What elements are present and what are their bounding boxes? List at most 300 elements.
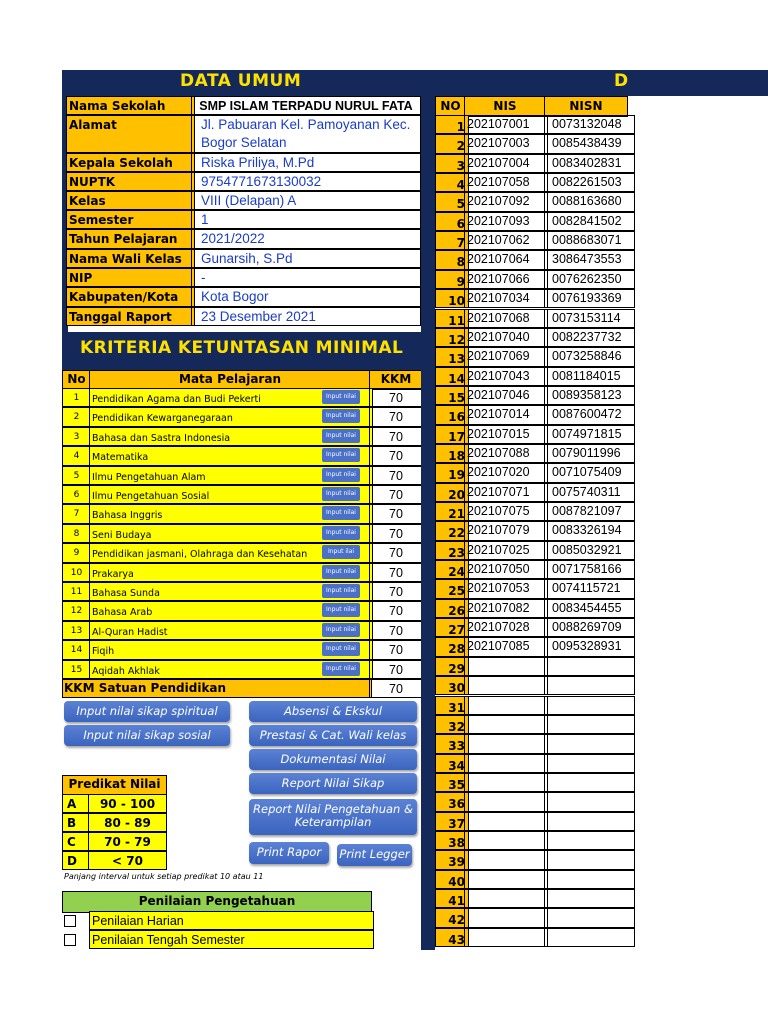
student-nisn[interactable]: 0085032921	[544, 541, 635, 560]
student-no: 30	[435, 676, 469, 695]
student-nis[interactable]	[464, 715, 548, 734]
input-nilai-button[interactable]: Input nilai	[322, 448, 360, 462]
info-value[interactable]	[191, 229, 421, 249]
predikat-grade: D	[62, 851, 94, 870]
student-nis[interactable]	[464, 850, 548, 869]
info-label: Semester	[66, 210, 195, 229]
student-nisn[interactable]	[544, 870, 635, 889]
student-nis[interactable]: 202107003	[464, 134, 548, 153]
student-no: 32	[435, 715, 469, 734]
student-nis[interactable]: 202107014	[464, 405, 548, 424]
subject-name: Bahasa Inggris	[89, 504, 373, 523]
student-nisn[interactable]: 0083326194	[544, 521, 635, 540]
subject-kkm-value[interactable]: 70	[369, 407, 423, 426]
subject-name: Bahasa Sunda	[89, 582, 373, 601]
student-no: 36	[435, 792, 469, 811]
info-value[interactable]	[191, 172, 421, 191]
student-no: 18	[435, 444, 469, 463]
student-nisn[interactable]: 0083402831	[544, 154, 635, 173]
penilaian-row	[62, 911, 370, 930]
subject-row	[62, 407, 421, 426]
info-label: Nama Wali Kelas	[66, 249, 195, 268]
student-nisn[interactable]: 0082841502	[544, 212, 635, 231]
info-row	[62, 268, 421, 287]
subject-name: Bahasa Arab	[89, 601, 373, 620]
report-nilai-pengetahuan-button[interactable]	[249, 799, 417, 835]
predikat-row	[62, 851, 165, 870]
student-nis[interactable]	[464, 696, 548, 715]
student-row	[435, 173, 626, 192]
student-row	[435, 154, 626, 173]
subject-no: 14	[62, 640, 91, 659]
student-nis[interactable]	[464, 657, 548, 676]
student-nis[interactable]: 202107071	[464, 483, 548, 502]
subject-kkm-value[interactable]: 70	[369, 582, 423, 601]
predikat-grade: A	[62, 794, 94, 813]
student-no: 25	[435, 579, 469, 598]
info-row	[62, 191, 421, 210]
student-row	[435, 367, 626, 386]
subject-kkm-value[interactable]: 70	[369, 543, 423, 562]
info-value-line: VIII (Delapan) A	[201, 193, 297, 208]
student-nis[interactable]: 202107046	[464, 386, 548, 405]
student-no: 11	[435, 309, 469, 328]
info-value-line: SMP ISLAM TERPADU NURUL FATA	[199, 99, 413, 113]
student-row	[435, 212, 626, 231]
student-nisn[interactable]	[544, 850, 635, 869]
info-value-line: Jl. Pabuaran Kel. Pamoyanan Kec.	[201, 117, 411, 132]
student-no: 43	[435, 928, 469, 947]
predikat-grade: C	[62, 832, 94, 851]
subject-no: 15	[62, 660, 91, 679]
student-row	[435, 754, 626, 773]
student-nis[interactable]: 202107015	[464, 425, 548, 444]
student-row	[435, 676, 626, 695]
student-nisn[interactable]: 0073132048	[544, 115, 635, 134]
student-nis[interactable]: 202107020	[464, 463, 548, 482]
student-nis[interactable]	[464, 908, 548, 927]
student-nis[interactable]: 202107093	[464, 212, 548, 231]
info-value[interactable]	[191, 210, 421, 229]
student-row	[435, 618, 626, 637]
student-nis[interactable]: 202107064	[464, 250, 548, 269]
subject-row	[62, 504, 421, 523]
subject-name: Pendidikan Agama dan Budi Pekerti	[89, 388, 373, 407]
predikat-row	[62, 813, 165, 832]
input-nilai-button[interactable]: Input nilai	[322, 429, 360, 443]
info-value-line: Riska Priliya, M.Pd	[201, 155, 315, 170]
info-label: Alamat	[66, 115, 195, 153]
subject-name: Matematika	[89, 446, 373, 465]
subject-row	[62, 524, 421, 543]
subject-name: Ilmu Pengetahuan Alam	[89, 466, 373, 485]
student-no: 26	[435, 599, 469, 618]
student-nisn[interactable]	[544, 773, 635, 792]
kkm-satuan-value[interactable]: 70	[369, 679, 423, 698]
student-no: 31	[435, 696, 469, 715]
student-nis[interactable]: 202107062	[464, 231, 548, 250]
student-row	[435, 328, 626, 347]
info-value-line: 23 Desember 2021	[201, 309, 316, 324]
student-nisn[interactable]	[544, 831, 635, 850]
subject-no: 7	[62, 504, 91, 523]
subject-row	[62, 427, 421, 446]
info-row	[62, 229, 421, 249]
student-nis[interactable]: 202107058	[464, 173, 548, 192]
student-nis[interactable]: 202107085	[464, 637, 548, 656]
subject-kkm-value[interactable]: 70	[369, 660, 423, 679]
penilaian-name: Penilaian Harian	[89, 911, 374, 930]
input-nilai-button[interactable]: Input ilai	[322, 545, 360, 559]
student-no: 1	[435, 115, 469, 134]
info-value[interactable]	[191, 307, 421, 326]
info-label: Nama Sekolah	[66, 96, 195, 115]
subject-row	[62, 543, 421, 562]
student-row	[435, 889, 626, 908]
student-nisn[interactable]: 0073153114	[544, 309, 635, 328]
predikat-title: Predikat Nilai	[62, 775, 167, 796]
student-nisn[interactable]: 0085438439	[544, 134, 635, 153]
student-row	[435, 928, 626, 947]
student-row	[435, 696, 626, 715]
input-sikap-spiritual-button[interactable]: Input nilai sikap spiritual	[64, 701, 230, 722]
subject-kkm-value[interactable]: 70	[369, 621, 423, 640]
input-nilai-button[interactable]: Input nilai	[322, 623, 360, 637]
info-label: Tanggal Raport	[66, 307, 195, 326]
student-row	[435, 541, 626, 560]
student-no: 22	[435, 521, 469, 540]
subject-name: Prakarya	[89, 563, 373, 582]
subject-row	[62, 388, 421, 407]
student-no: 2	[435, 134, 469, 153]
subject-kkm-value[interactable]: 70	[369, 504, 423, 523]
student-nis[interactable]	[464, 773, 548, 792]
student-nis[interactable]: 202107043	[464, 367, 548, 386]
input-nilai-button[interactable]: Input nilai	[322, 526, 360, 540]
student-nisn[interactable]: 0082261503	[544, 173, 635, 192]
student-nisn[interactable]	[544, 792, 635, 811]
student-row	[435, 405, 626, 424]
input-sikap-sosial-button[interactable]: Input nilai sikap sosial	[64, 725, 230, 746]
kkm-satuan-row	[62, 679, 421, 698]
subject-name: Seni Budaya	[89, 524, 373, 543]
subject-row	[62, 582, 421, 601]
student-no: 13	[435, 347, 469, 366]
penilaian-title: Penilaian Pengetahuan	[62, 891, 372, 913]
subject-kkm-value[interactable]: 70	[369, 524, 423, 543]
student-nisn[interactable]	[544, 734, 635, 753]
student-row	[435, 715, 626, 734]
info-label: NUPTK	[66, 172, 195, 191]
info-value-line: 1	[201, 212, 209, 227]
subject-name: Pendidikan Kewarganegaraan	[89, 407, 373, 426]
student-no: 10	[435, 289, 469, 308]
student-nis[interactable]: 202107050	[464, 560, 548, 579]
subject-no: 11	[62, 582, 91, 601]
penilaian-checkbox[interactable]	[64, 915, 76, 927]
student-row	[435, 250, 626, 269]
student-no: 24	[435, 560, 469, 579]
student-no: 35	[435, 773, 469, 792]
input-nilai-button[interactable]: Input nilai	[322, 506, 360, 520]
student-row	[435, 231, 626, 250]
subject-kkm-value[interactable]: 70	[369, 388, 423, 407]
student-nisn[interactable]: 0088269709	[544, 618, 635, 637]
predikat-range: 70 - 79	[88, 832, 167, 851]
subject-kkm-value[interactable]: 70	[369, 466, 423, 485]
dokumentasi-nilai-button[interactable]: Dokumentasi Nilai	[249, 749, 417, 770]
student-no: 41	[435, 889, 469, 908]
subject-name: Fiqih	[89, 640, 373, 659]
student-nisn[interactable]: 0073258846	[544, 347, 635, 366]
student-nis[interactable]: 202107001	[464, 115, 548, 134]
info-value[interactable]	[191, 153, 421, 172]
student-nisn[interactable]: 3086473553	[544, 250, 635, 269]
student-row	[435, 657, 626, 676]
student-nis[interactable]	[464, 870, 548, 889]
student-nisn[interactable]: 0076193369	[544, 289, 635, 308]
subject-name: Al-Quran Hadist	[89, 621, 373, 640]
input-nilai-button[interactable]: Input nilai	[322, 468, 360, 482]
subject-no: 4	[62, 446, 91, 465]
student-row	[435, 192, 626, 211]
student-row	[435, 812, 626, 831]
student-row	[435, 521, 626, 540]
student-no: 23	[435, 541, 469, 560]
student-nisn[interactable]	[544, 754, 635, 773]
predikat-grade: B	[62, 813, 94, 832]
report-pengetahuan-line2: Keterampilan	[294, 815, 372, 829]
student-nis[interactable]: 202107082	[464, 599, 548, 618]
student-nisn[interactable]: 0087821097	[544, 502, 635, 521]
student-no: 20	[435, 483, 469, 502]
student-nis[interactable]: 202107068	[464, 309, 548, 328]
student-row	[435, 870, 626, 889]
student-no: 38	[435, 831, 469, 850]
student-row	[435, 483, 626, 502]
student-nisn[interactable]: 0082237732	[544, 328, 635, 347]
student-nisn[interactable]: 0088683071	[544, 231, 635, 250]
subject-row	[62, 660, 421, 679]
print-legger-button[interactable]: Print Legger	[337, 844, 412, 866]
report-pengetahuan-line1: Report Nilai Pengetahuan &	[253, 802, 413, 816]
subject-no: 12	[62, 601, 91, 620]
student-nis[interactable]: 202107079	[464, 521, 548, 540]
student-section-title: D	[614, 71, 629, 91]
info-row	[62, 287, 421, 307]
student-nisn[interactable]: 0081184015	[544, 367, 635, 386]
student-nisn[interactable]	[544, 928, 635, 947]
student-no: 7	[435, 231, 469, 250]
student-nisn[interactable]: 0075740311	[544, 483, 635, 502]
info-value[interactable]	[191, 115, 421, 153]
info-value-line: Gunarsih, S.Pd	[201, 251, 293, 266]
student-nis[interactable]	[464, 754, 548, 773]
student-nis[interactable]: 202107092	[464, 192, 548, 211]
student-nis[interactable]: 202107053	[464, 579, 548, 598]
student-row	[435, 309, 626, 328]
student-nis[interactable]	[464, 889, 548, 908]
student-nis[interactable]	[464, 812, 548, 831]
info-row	[62, 307, 421, 326]
student-no: 40	[435, 870, 469, 889]
student-no: 17	[435, 425, 469, 444]
predikat-note: Panjang interval untuk setiap predikat 10 atau 11	[64, 872, 264, 881]
student-row	[435, 560, 626, 579]
student-nis[interactable]: 202107088	[464, 444, 548, 463]
student-nisn[interactable]: 0079011996	[544, 444, 635, 463]
info-value[interactable]	[191, 191, 421, 210]
subject-row	[62, 446, 421, 465]
input-nilai-button[interactable]: Input nilai	[322, 642, 360, 656]
student-nisn[interactable]: 0071075409	[544, 463, 635, 482]
student-row	[435, 734, 626, 753]
predikat-row	[62, 832, 165, 851]
subject-name: Bahasa dan Sastra Indonesia	[89, 427, 373, 446]
student-row	[435, 270, 626, 289]
student-no: 21	[435, 502, 469, 521]
student-nis[interactable]: 202107066	[464, 270, 548, 289]
info-value-line: 2021/2022	[201, 231, 265, 246]
col-no-header: NO	[435, 96, 466, 117]
data-umum-header	[62, 70, 768, 96]
info-label: Kelas	[66, 191, 195, 210]
student-nisn[interactable]: 0076262350	[544, 270, 635, 289]
student-nisn[interactable]: 0087600472	[544, 405, 635, 424]
subject-row	[62, 466, 421, 485]
student-nis[interactable]: 202107028	[464, 618, 548, 637]
report-nilai-sikap-button[interactable]: Report Nilai Sikap	[249, 773, 417, 794]
info-row	[62, 172, 421, 191]
subject-kkm-value[interactable]: 70	[369, 563, 423, 582]
student-row	[435, 386, 626, 405]
student-side-bar	[421, 96, 435, 950]
input-nilai-button[interactable]: Input nilai	[322, 409, 360, 423]
subject-no: 6	[62, 485, 91, 504]
prestasi-catatan-button[interactable]: Prestasi & Cat. Wali kelas	[249, 725, 417, 746]
student-row	[435, 599, 626, 618]
student-no: 6	[435, 212, 469, 231]
info-value-line: Kota Bogor	[201, 289, 269, 304]
info-value[interactable]	[191, 268, 421, 287]
info-row	[62, 210, 421, 229]
penilaian-name: Penilaian Tengah Semester	[89, 930, 374, 949]
subject-kkm-value[interactable]: 70	[369, 601, 423, 620]
input-nilai-button[interactable]: Input nilai	[322, 565, 360, 579]
student-nisn[interactable]: 0089358123	[544, 386, 635, 405]
student-nis[interactable]	[464, 734, 548, 753]
info-value-line: -	[201, 270, 206, 285]
student-no: 19	[435, 463, 469, 482]
student-nis[interactable]	[464, 792, 548, 811]
student-nis[interactable]: 202107025	[464, 541, 548, 560]
student-nisn[interactable]	[544, 715, 635, 734]
print-rapor-button[interactable]: Print Rapor	[249, 842, 329, 864]
student-row	[435, 908, 626, 927]
student-nisn[interactable]	[544, 889, 635, 908]
student-nisn[interactable]	[544, 908, 635, 927]
student-nis[interactable]: 202107075	[464, 502, 548, 521]
input-nilai-button[interactable]: Input nilai	[322, 487, 360, 501]
kkm-satuan-label: KKM Satuan Pendidikan	[62, 679, 372, 698]
penilaian-checkbox[interactable]	[64, 934, 76, 946]
input-nilai-button[interactable]: Input nilai	[322, 603, 360, 617]
student-nis[interactable]: 202107004	[464, 154, 548, 173]
student-nisn[interactable]: 0083454455	[544, 599, 635, 618]
predikat-range: < 70	[88, 851, 167, 870]
student-nisn[interactable]: 0088163680	[544, 192, 635, 211]
student-row	[435, 347, 626, 366]
student-nisn[interactable]	[544, 696, 635, 715]
student-nisn[interactable]: 0071758166	[544, 560, 635, 579]
student-nis[interactable]	[464, 831, 548, 850]
student-no: 14	[435, 367, 469, 386]
info-row	[62, 115, 421, 153]
student-row	[435, 850, 626, 869]
info-label: Kabupaten/Kota	[66, 287, 195, 307]
student-nis[interactable]	[464, 676, 548, 695]
student-nis[interactable]: 202107034	[464, 289, 548, 308]
absensi-ekskul-button[interactable]: Absensi & Ekskul	[249, 701, 417, 722]
student-row	[435, 289, 626, 308]
student-nisn[interactable]	[544, 812, 635, 831]
subject-no: 3	[62, 427, 91, 446]
student-nisn[interactable]: 0074115721	[544, 579, 635, 598]
input-nilai-button[interactable]: Input nilai	[322, 584, 360, 598]
student-no: 34	[435, 754, 469, 773]
subject-name: Aqidah Akhlak	[89, 660, 373, 679]
student-nis[interactable]: 202107040	[464, 328, 548, 347]
student-nisn[interactable]: 0074971815	[544, 425, 635, 444]
student-nisn[interactable]: 0095328931	[544, 637, 635, 656]
info-value[interactable]	[191, 287, 421, 307]
student-row	[435, 463, 626, 482]
info-value[interactable]	[191, 249, 421, 268]
subject-row	[62, 563, 421, 582]
col-nisn-header: NISN	[544, 96, 628, 117]
student-no: 29	[435, 657, 469, 676]
subject-kkm-value[interactable]: 70	[369, 427, 423, 446]
subject-kkm-value[interactable]: 70	[369, 640, 423, 659]
student-row	[435, 115, 626, 134]
subject-no: 13	[62, 621, 91, 640]
student-nisn[interactable]	[544, 676, 635, 695]
input-nilai-button[interactable]: Input nilai	[322, 662, 360, 676]
subject-kkm-value[interactable]: 70	[369, 446, 423, 465]
predikat-range: 90 - 100	[88, 794, 167, 813]
student-nisn[interactable]	[544, 657, 635, 676]
subject-no: 9	[62, 543, 91, 562]
student-row	[435, 502, 626, 521]
student-row	[435, 444, 626, 463]
kkm-title: KRITERIA KETUNTASAN MINIMAL	[80, 338, 404, 358]
student-no: 8	[435, 250, 469, 269]
info-value[interactable]	[191, 96, 421, 115]
col-no-header: No	[62, 370, 91, 390]
subject-kkm-value[interactable]: 70	[369, 485, 423, 504]
subject-no: 2	[62, 407, 91, 426]
subject-row	[62, 601, 421, 620]
student-no: 5	[435, 192, 469, 211]
student-nis[interactable]	[464, 928, 548, 947]
student-no: 16	[435, 405, 469, 424]
input-nilai-button[interactable]: Input nilai	[322, 390, 360, 404]
student-no: 37	[435, 812, 469, 831]
student-row	[435, 425, 626, 444]
student-nis[interactable]: 202107069	[464, 347, 548, 366]
info-row	[62, 153, 421, 172]
subject-no: 5	[62, 466, 91, 485]
